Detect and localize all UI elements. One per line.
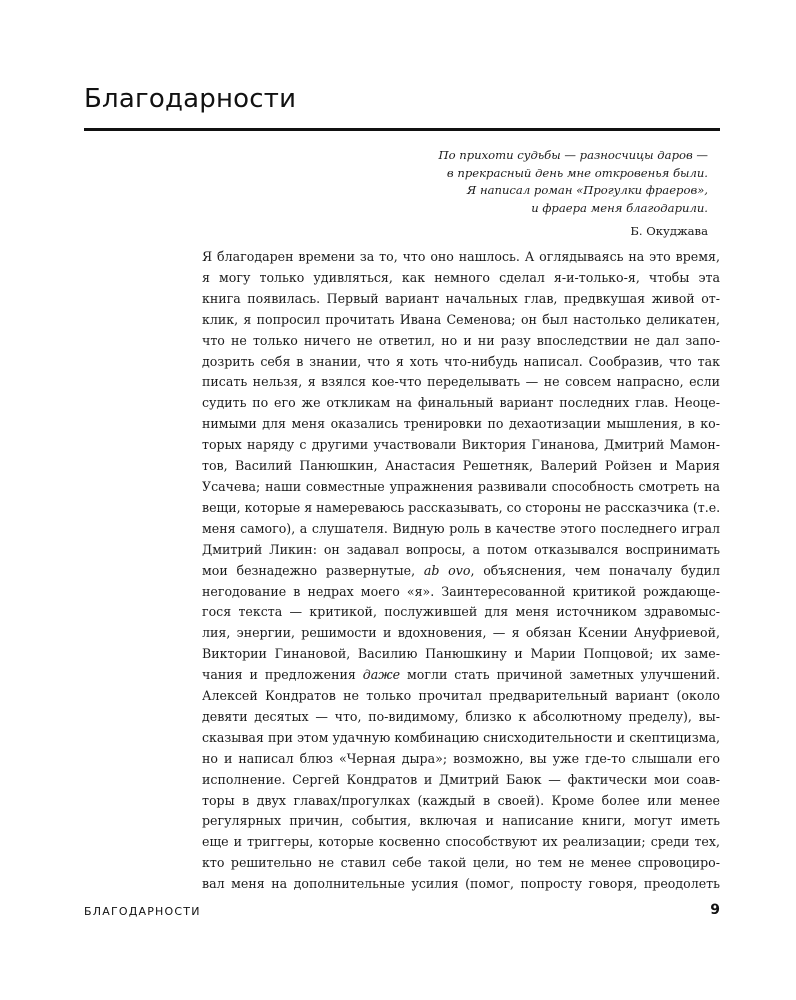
epigraph-line: По прихоти судьбы — разносчицы даров — — [438, 148, 708, 162]
page-number: 9 — [710, 902, 720, 918]
body-line: торых наряду с другими участвовали Виктория Гинанова, Дмитрий Мамон- — [202, 437, 720, 453]
body-line: что не только ничего не ответил, но и ни разу впоследствии не дал запо- — [202, 332, 720, 348]
title-rule — [84, 128, 720, 131]
body-line: вал меня на дополнительные усилия (помог, попросту говоря, преодолеть — [202, 876, 720, 892]
epigraph-line: в прекрасный день мне откровенья были. — [446, 165, 708, 180]
body-line: писать нельзя, я взялся кое-что переделывать — не совсем напрасно, если — [202, 374, 720, 390]
body-line: мои безнадежно развернутые, ab ovo, объяснения, чем поначалу будил — [202, 562, 720, 578]
body-line: нимыми для меня оказались тренировки по дехаотизации мышления, в ко- — [202, 416, 720, 432]
running-footer-section: БЛАГОДАРНОСТИ — [84, 905, 201, 918]
body-line: вещи, которые я намереваюсь рассказывать, со стороны не рассказчика (т.е. — [202, 499, 721, 515]
body-line: гося текста — критикой, послужившей для меня источником здравомыс- — [202, 604, 720, 620]
body-line: но и написал блюз «Черная дыра»; возможно, вы уже где-то слышали его — [202, 750, 720, 766]
body-line: лия, энергии, решимости и вдохновения, — я обязан Ксении Ануфриевой, — [202, 625, 720, 641]
epigraph-author: Б. Окуджава — [630, 224, 708, 239]
body-line: торы в двух главах/прогулках (каждый в своей). Кроме более или менее — [202, 792, 720, 808]
body-line: судить по его же откликам на финальный вариант последних глав. Неоце- — [202, 395, 720, 411]
body-line: я могу только удивляться, как немного сделал я-и-только-я, чтобы эта — [202, 269, 720, 285]
body-line: тов, Василий Панюшкин, Анастасия Решетняк, Валерий Ройзен и Мария — [202, 458, 720, 474]
emphasis: даже — [362, 667, 401, 683]
body-line: Усачева; наши совместные упражнения развивали способность смотреть на — [202, 478, 720, 494]
epigraph-line: Я написал роман «Прогулки фраеров», — [466, 183, 708, 198]
body-line: регулярных причин, события, включая и написание книги, могут иметь — [202, 813, 720, 829]
body-line: Алексей Кондратов не только прочитал предварительный вариант (около — [202, 688, 720, 704]
body-line: меня самого), а слушателя. Видную роль в качестве этого последнего играл — [202, 520, 720, 536]
body-line: чания и предложения даже могли стать причиной заметных улучшений. — [202, 667, 720, 683]
body-line: Дмитрий Ликин: он задавал вопросы, а потом отказывался воспринимать — [202, 541, 720, 557]
body-line: клик, я попросил прочитать Ивана Семенова; он был настолько деликатен, — [202, 311, 720, 327]
body-line: дозрить себя в знании, что я хоть что-нибудь написал. Сообразив, что так — [202, 353, 720, 369]
epigraph-line: и фраера меня благодарили. — [531, 200, 708, 215]
body-line: Виктории Гинановой, Василию Панюшкину и Марии Попцовой; их заме- — [202, 646, 720, 662]
body-line: Я благодарен времени за то, что оно нашлось. А оглядываясь на это время, — [202, 249, 720, 264]
body-line: негодование в недрах моего «я». Заинтересованной критикой рождающе- — [202, 583, 720, 599]
page-title: Благодарности — [84, 84, 297, 114]
body-line: исполнение. Сергей Кондратов и Дмитрий Баюк — фактически мои соав- — [202, 771, 720, 787]
body-line: кто решительно не ставил себе такой цели, но тем не менее спровоциро- — [202, 855, 720, 871]
body-line: девяти десятых — что, по-видимому, близко к абсолютному пределу), вы- — [202, 708, 720, 724]
emphasis: ab ovo — [423, 562, 471, 578]
body-line: книга появилась. Первый вариант начальных глав, предвкушая живой от- — [202, 290, 720, 306]
body-line: сказывая при этом удачную комбинацию снисходительности и скептицизма, — [202, 729, 720, 745]
body-text — [202, 247, 720, 895]
body-line: еще и триггеры, которые косвенно способствуют их реализации; среди тех, — [202, 834, 720, 850]
epigraph — [288, 147, 708, 241]
